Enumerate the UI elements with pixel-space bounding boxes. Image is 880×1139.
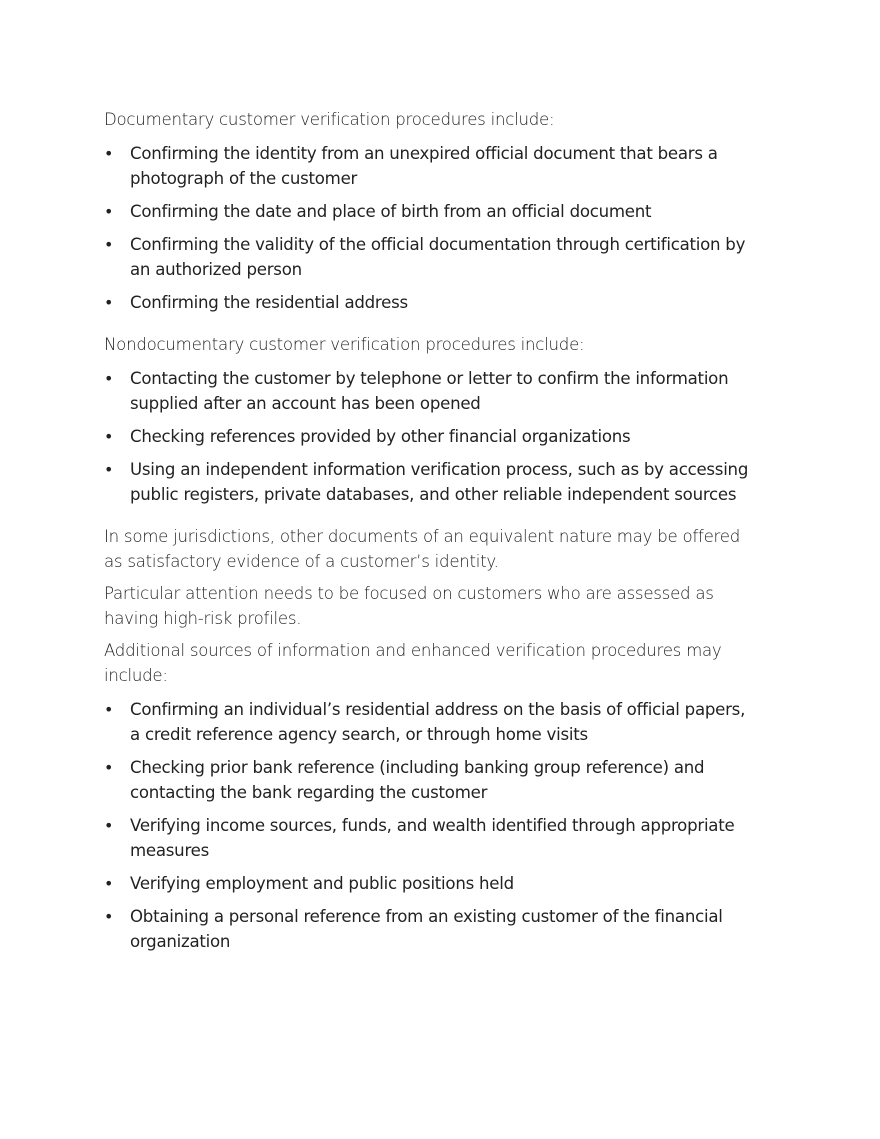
list-item: • Checking references provided by other financial organizations	[104, 424, 750, 449]
list-item: • Confirming the validity of the official documentation through certification by an authorized person	[104, 232, 750, 282]
list-item: • Confirming the residential address	[104, 290, 750, 315]
additional-list	[104, 697, 750, 954]
list-item: • Using an independent information verification process, such as by accessing public registers, private databases, and other reliable independent sources	[104, 457, 750, 507]
additional-intro: Additional sources of information and enhanced verification procedures may include:	[104, 641, 722, 685]
list-item: • Confirming an individual’s residential address on the basis of official papers, a credit reference agency search, or through home visits	[104, 697, 750, 747]
documentary-list	[104, 141, 750, 315]
documentary-intro: Documentary customer verification procedures include:	[104, 110, 555, 129]
nondocumentary-list	[104, 366, 750, 507]
nondocumentary-intro: Nondocumentary customer verification procedures include:	[104, 335, 585, 354]
list-item: • Checking prior bank reference (including banking group reference) and contacting the bank regarding the customer	[104, 755, 750, 805]
list-item: • Obtaining a personal reference from an existing customer of the financial organization	[104, 904, 750, 954]
paragraph: Particular attention needs to be focused on customers who are assessed as having high-risk profiles.	[104, 584, 714, 628]
list-item: • Confirming the date and place of birth from an official document	[104, 199, 750, 224]
list-item: • Verifying employment and public positions held	[104, 871, 750, 896]
list-item: • Contacting the customer by telephone or letter to confirm the information supplied after an account has been opened	[104, 366, 750, 416]
paragraph: In some jurisdictions, other documents of an equivalent nature may be offered as satisfactory evidence of a customer’s identity.	[104, 527, 741, 571]
list-item: • Confirming the identity from an unexpired official document that bears a photograph of the customer	[104, 141, 750, 191]
list-item: • Verifying income sources, funds, and wealth identified through appropriate measures	[104, 813, 750, 863]
